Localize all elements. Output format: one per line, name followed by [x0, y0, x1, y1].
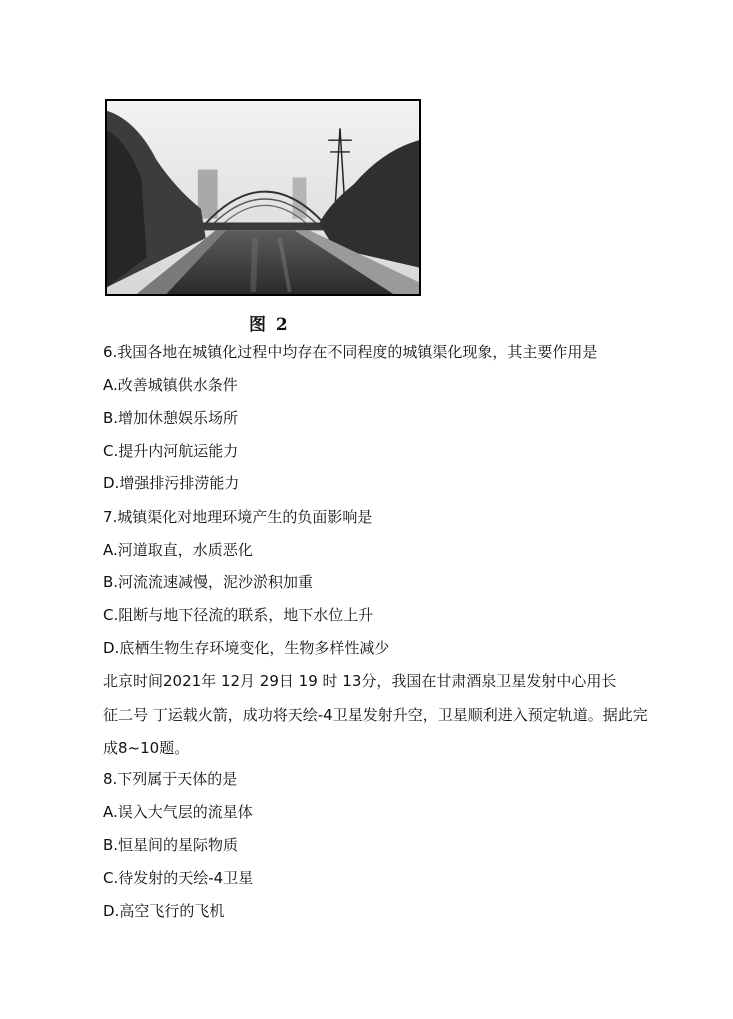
question-6-option-d: D.增强排污排涝能力 [103, 474, 240, 492]
question-7-option-b: B.河流流速减慢，泥沙淤积加重 [103, 573, 314, 591]
question-7-stem: 7.城镇渠化对地理环境产生的负面影响是 [103, 508, 373, 526]
question-6-option-b: B.增加休憩娱乐场所 [103, 409, 239, 427]
bridge-deck [201, 222, 329, 230]
building-shape [293, 177, 307, 218]
question-8-option-c: C.待发射的天绘-4卫星 [103, 869, 254, 887]
question-7-option-a: A.河道取直，水质恶化 [103, 541, 253, 559]
photo-illustration [107, 101, 419, 294]
question-6-stem: 6.我国各地在城镇化过程中均存在不同程度的城镇渠化现象，其主要作用是 [103, 343, 598, 361]
passage-line-3: 成8~10题。 [103, 739, 190, 757]
passage-line-1: 北京时间2021年 12月 29日 19 时 13分，我国在甘肃酒泉卫星发射中心用长 [103, 672, 617, 690]
urban-channelized-river-photo [105, 99, 421, 296]
figure-caption: 图 2 [249, 315, 290, 335]
question-8-stem: 8.下列属于天体的是 [103, 770, 238, 788]
passage-line-2: 征二号 丁运载火箭，成功将天绘-4卫星发射升空，卫星顺利进入预定轨道。据此完 [103, 706, 648, 724]
question-8-option-b: B.恒星间的星际物质 [103, 836, 239, 854]
question-8-option-d: D.高空飞行的飞机 [103, 902, 225, 920]
question-6-option-c: C.提升内河航运能力 [103, 442, 239, 460]
question-8-option-a: A.误入大气层的流星体 [103, 803, 253, 821]
question-7-option-c: C.阻断与地下径流的联系，地下水位上升 [103, 606, 374, 624]
question-7-option-d: D.底栖生物生存环境变化，生物多样性减少 [103, 639, 390, 657]
question-6-option-a: A.改善城镇供水条件 [103, 376, 238, 394]
